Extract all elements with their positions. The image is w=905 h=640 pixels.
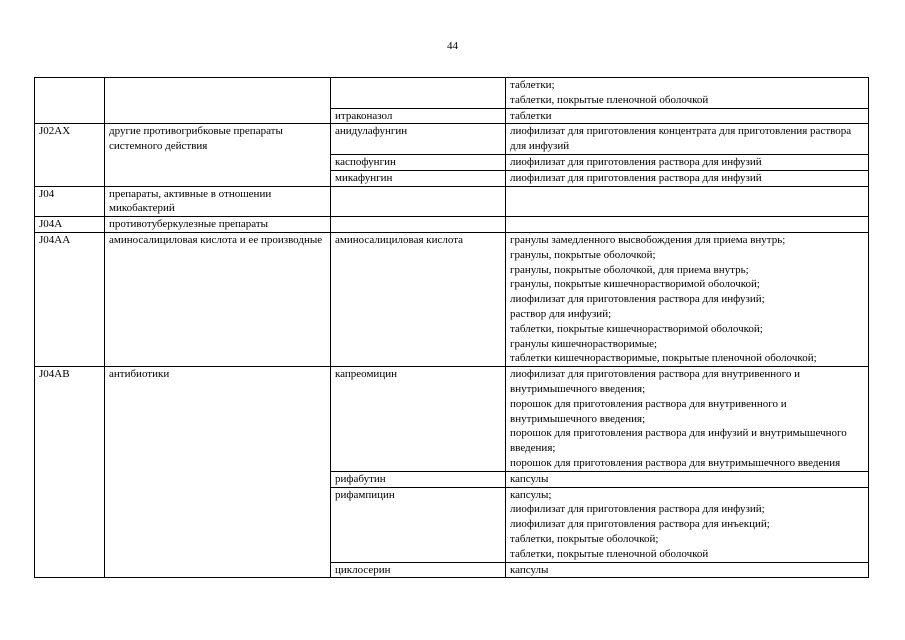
dosage-form: гранулы, покрытые оболочкой, для приема внутрь; [510,263,749,276]
page-number: 44 [447,40,458,52]
drug-name-cell: рифампицин [331,487,506,562]
table-row [35,78,869,109]
drug-name-cell: капреомицин [331,367,506,472]
dosage-form: таблетки [510,109,552,122]
dosage-form: таблетки кишечнорастворимые, покрытые пленочной оболочкой; [510,352,817,365]
dosage-form: таблетки, покрытые оболочкой; [510,532,659,545]
dosage-form: лиофилизат для приготовления раствора для инфузий [510,171,762,184]
dosage-form: порошок для приготовления раствора для внутримышечного введения [510,456,841,469]
dosage-form: капсулы; [510,488,552,501]
dosage-form: порошок для приготовления раствора для инфузий и внутримышечного введения; [510,427,847,455]
dosage-forms-cell [506,108,869,124]
dosage-form: капсулы [510,472,549,485]
drug-name-cell [331,186,506,217]
atc-code-cell: J04A [35,217,105,233]
group-name-cell: антибиотики [105,367,331,578]
dosage-forms-cell [506,367,869,472]
dosage-forms-cell [506,471,869,487]
dosage-forms-cell [506,186,869,217]
atc-code-cell [35,78,105,124]
table-row [35,232,869,366]
table-row [35,124,869,155]
group-name-cell [105,78,331,124]
dosage-forms-cell [506,487,869,562]
dosage-form: гранулы, покрытые кишечнорастворимой оболочкой; [510,278,760,291]
dosage-form: таблетки, покрытые пленочной оболочкой [510,547,709,560]
dosage-form: гранулы кишечнорастворимые; [510,337,658,350]
dosage-forms-cell [506,170,869,186]
table-body [35,78,869,578]
drug-name-cell: циклосерин [331,562,506,578]
dosage-form: лиофилизат для приготовления раствора для инфузий; [510,503,765,516]
dosage-form: лиофилизат для приготовления раствора для инфузий; [510,293,765,306]
drug-name-cell: рифабутин [331,471,506,487]
drug-table [34,77,869,578]
group-name-cell: другие противогрибковые препараты системного действия [105,124,331,186]
group-name-cell: аминосалициловая кислота и ее производные [105,232,331,366]
drug-name-cell: аминосалициловая кислота [331,232,506,366]
dosage-forms-cell [506,217,869,233]
atc-code-cell: J04AA [35,232,105,366]
dosage-forms-cell [506,562,869,578]
table-row [35,217,869,233]
drug-name-cell: каспофунгин [331,154,506,170]
group-name-cell: противотуберкулезные препараты [105,217,331,233]
atc-code-cell: J02AX [35,124,105,186]
table-row [35,186,869,217]
dosage-form: порошок для приготовления раствора для внутривенного и внутримышечного введения; [510,397,787,425]
dosage-form: раствор для инфузий; [510,307,612,320]
drug-name-cell [331,217,506,233]
dosage-form: лиофилизат для приготовления концентрата для приготовления раствора для инфузий [510,125,852,153]
dosage-form: таблетки; [510,79,555,91]
dosage-form: лиофилизат для приготовления раствора для инъекций; [510,518,770,531]
dosage-form: гранулы замедленного высвобождения для приема внутрь; [510,233,786,246]
dosage-form: таблетки, покрытые пленочной оболочкой [510,93,709,106]
drug-name-cell [331,78,506,109]
dosage-form: гранулы, покрытые оболочкой; [510,248,656,261]
atc-code-cell: J04 [35,186,105,217]
table-row [35,367,869,472]
dosage-form: таблетки, покрытые кишечнорастворимой оболочкой; [510,322,763,335]
dosage-form: лиофилизат для приготовления раствора для внутривенного и внутримышечного введения; [510,368,800,395]
dosage-forms-cell [506,78,869,109]
dosage-form: лиофилизат для приготовления раствора для инфузий [510,155,762,168]
group-name-cell: препараты, активные в отношении микобактерий [105,186,331,217]
drug-name-cell: итраконазол [331,108,506,124]
dosage-form: капсулы [510,563,549,576]
dosage-forms-cell [506,124,869,155]
dosage-forms-cell [506,232,869,366]
drug-name-cell: анидулафунгин [331,124,506,155]
atc-code-cell: J04AB [35,367,105,578]
drug-name-cell: микафунгин [331,170,506,186]
dosage-forms-cell [506,154,869,170]
